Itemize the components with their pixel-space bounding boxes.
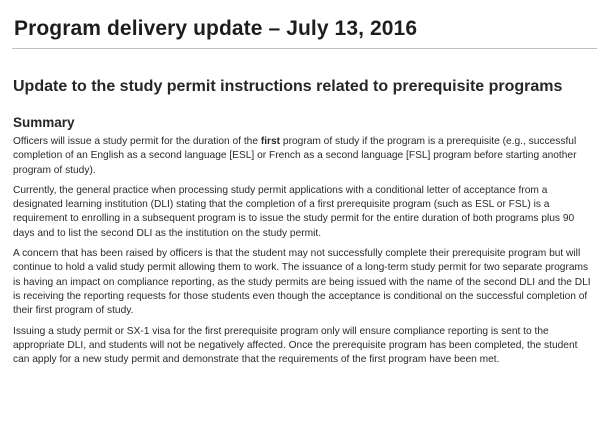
paragraph-1-text-start: Officers will issue a study permit for the duration of the bbox=[13, 136, 261, 147]
summary-heading: Summary bbox=[13, 115, 75, 130]
summary-paragraph-4: Issuing a study permit or SX-1 visa for the first prerequisite program only will ensure compliance reporting is sent to the appropriate DLI, and students will not be negatively affected. Once the prerequisite program has been completed, the student can apply for a new study permit and demonstrate that the requirements of the first program have been met. bbox=[13, 325, 578, 366]
summary-paragraph-1 bbox=[13, 135, 591, 178]
summary-paragraph-3: A concern that has been raised by officers is that the student may not successfully complete their prerequisite program but will continue to hold a valid study permit allowing them to work. The issuance of a long-term study permit for two separate programs is having an impact on compliance reporting, as the study permits are being issued with the name of the second DLI and the DLI is receiving the reporting requests for those students even though the acceptance is conditional on the successful completion of their first program of study. bbox=[13, 248, 591, 317]
update-heading: Update to the study permit instructions related to prerequisite programs bbox=[13, 78, 563, 95]
title-divider bbox=[12, 48, 597, 49]
paragraph-1-emphasis: first bbox=[260, 136, 281, 147]
page-title: Program delivery update – July 13, 2016 bbox=[14, 17, 418, 40]
summary-paragraph-2: Currently, the general practice when processing study permit applications with a conditional letter of acceptance from a designated learning institution (DLI) stating that the completion of a first prerequisite program (such as ESL or FSL) is a requirement to enrolling in a subsequent program is to issue the study permit for the entire duration of both programs plus 90 days and to list the second DLI as the institution on the study permit. bbox=[13, 184, 575, 239]
paragraph-1-text-end: program of study if the program is a prerequisite (e.g., successful completion of an English as a second language [ESL] or French as a second language [FSL] program before starting another program of study). bbox=[13, 136, 577, 176]
